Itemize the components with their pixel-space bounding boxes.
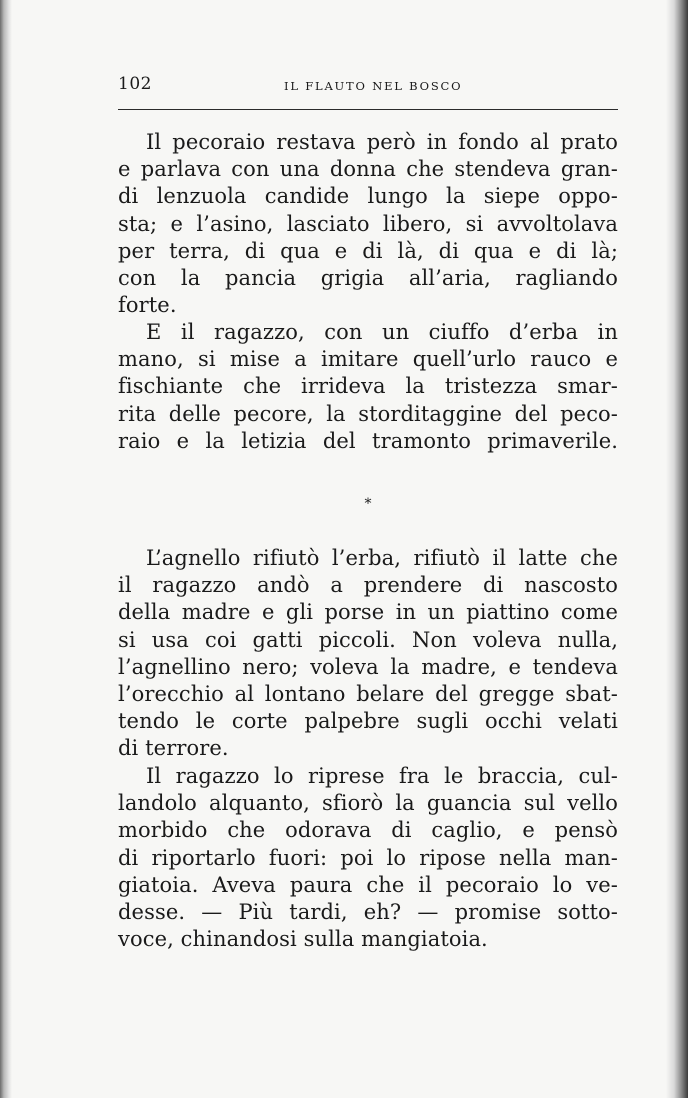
text-line: con la pancia grigia all’aria, ragliando — [118, 265, 618, 290]
text-line: landolo alquanto, sfiorò la guancia sul vello — [118, 791, 618, 816]
text-line: mano, si mise a imitare quell’urlo rauco e — [118, 347, 618, 372]
paragraph-1 — [118, 129, 618, 319]
text-line: sta; e l’asino, lasciato libero, si avvoltolava — [118, 211, 618, 236]
text-line: della madre e gli porse in un piattino come — [118, 600, 618, 625]
text-line: di riportarlo fuori: poi lo ripose nella man- — [118, 845, 618, 870]
text-line: e parlava con una donna che stendeva gran- — [118, 157, 618, 182]
section-separator: * — [364, 496, 372, 512]
text-line: l’agnellino nero; voleva la madre, e tendeva — [118, 654, 618, 679]
running-title: IL FLAUTO NEL BOSCO — [284, 79, 463, 93]
scan-shadow-right — [666, 0, 688, 1098]
page-header — [118, 74, 618, 98]
header-rule — [118, 109, 618, 110]
text-line: Il pecoraio restava però in fondo al prato — [146, 130, 618, 154]
paragraph-2 — [118, 319, 618, 455]
paragraph-4 — [118, 763, 618, 953]
paragraph-3 — [118, 545, 618, 763]
text-line: tendo le corte palpebre sugli occhi velati — [118, 709, 618, 734]
text-line: fischiante che irrideva la tristezza smar- — [118, 374, 618, 399]
text-line: forte. — [118, 293, 177, 318]
text-line: Il ragazzo lo riprese fra le braccia, cul- — [146, 764, 618, 788]
text-line: il ragazzo andò a prendere di nascosto — [118, 573, 618, 598]
text-line: L’agnello rifiutò l’erba, rifiutò il latte che — [146, 546, 618, 570]
scan-shadow-left — [0, 0, 12, 1098]
text-line: giatoia. Aveva paura che il pecoraio lo ve- — [118, 872, 618, 897]
text-line: rita delle pecore, la storditaggine del peco- — [118, 401, 618, 426]
text-line: si usa coi gatti piccoli. Non voleva nulla, — [118, 627, 618, 652]
text-line: di lenzuola candide lungo la siepe oppo- — [118, 184, 618, 209]
text-line: l’orecchio al lontano belare del gregge sbat- — [118, 681, 618, 706]
text-line: morbido che odorava di caglio, e pensò — [118, 818, 618, 843]
text-line: desse. — Più tardi, eh? — promise sotto- — [118, 899, 618, 924]
text-line: raio e la letizia del tramonto primaverile. — [118, 428, 618, 453]
text-line: voce, chinandosi sulla mangiatoia. — [118, 927, 488, 952]
text-line: per terra, di qua e di là, di qua e di là; — [118, 238, 618, 263]
page-number: 102 — [118, 74, 152, 94]
text-line: E il ragazzo, con un ciuffo d’erba in — [146, 320, 618, 344]
text-line: di terrore. — [118, 736, 229, 761]
